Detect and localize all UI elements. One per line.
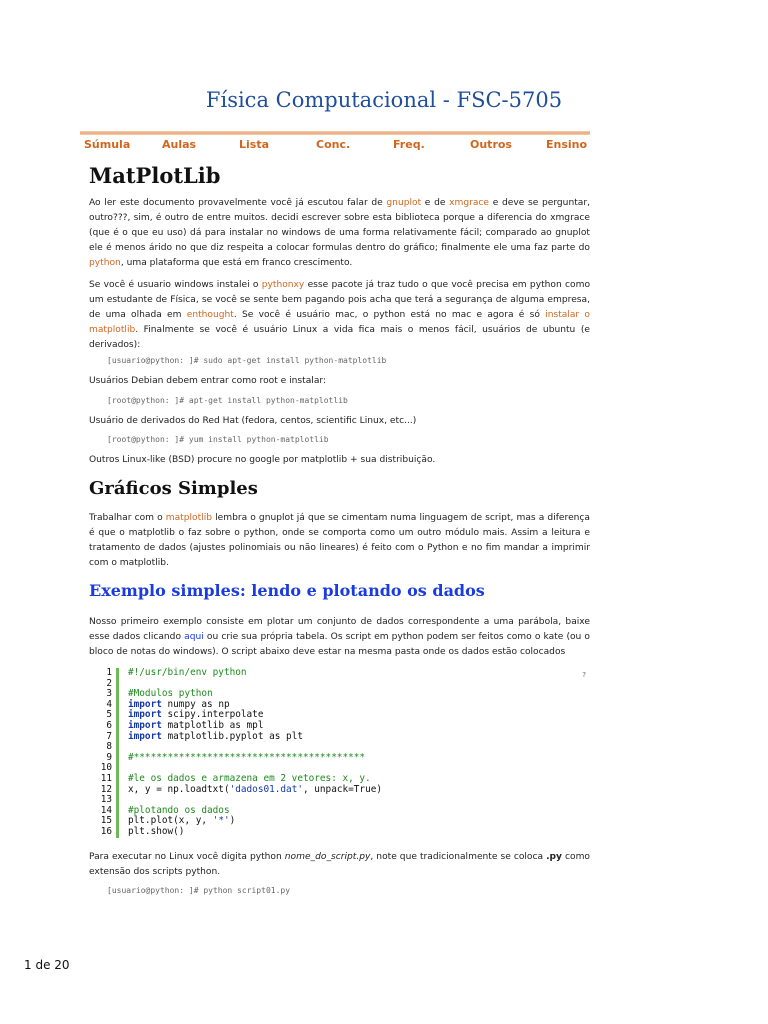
xmgrace-link[interactable]: xmgrace <box>449 198 490 208</box>
code-line-number: 14 <box>100 804 112 816</box>
intro-paragraph <box>89 196 590 271</box>
code-line <box>128 732 382 743</box>
code-token: x, y = np.loadtxt( <box>128 783 230 795</box>
text: Nosso primeiro exemplo consiste em plotar um conjunto de dados correspondente a uma parábola, baixe esse dados clicando <box>89 617 590 642</box>
install-paragraph <box>89 278 590 353</box>
command-run: [usuario@python: ]# python script01.py <box>107 886 291 895</box>
debian-text: Usuários Debian debem entrar como root e instalar: <box>89 376 327 386</box>
page-heading: MatPlotLib <box>89 163 221 188</box>
text: Trabalhar com o <box>89 513 166 523</box>
code-line-number: 16 <box>100 825 112 837</box>
text: Se você é usuario windows instalei o <box>89 280 262 290</box>
code-line-number: 13 <box>100 794 112 806</box>
code-token: #le os dados e armazena em 2 vetores: x, y. <box>128 772 371 784</box>
code-line-number: 10 <box>100 762 112 774</box>
pythonxy-link[interactable]: pythonxy <box>261 280 305 290</box>
section-heading-exemplo: Exemplo simples: lendo e plotando os dados <box>89 581 485 600</box>
gnuplot-link[interactable]: gnuplot <box>386 198 422 208</box>
code-lines <box>128 668 382 838</box>
nav-ensino[interactable]: Ensino <box>546 138 588 151</box>
text: esse pacote já traz tudo o que você precisa em python como um estudante de Física, se você se sente bem pagando pois acha que terá a segurança de alguma empresa, de uma olhada em <box>89 280 591 320</box>
command-redhat: [root@python: ]# yum install python-matplotlib <box>107 435 329 444</box>
text: ou crie sua própria tabela. Os script em python podem ser feitos como o kate (ou o bloco de notas do windows). O script abaixo deve estar na mesma pasta onde os dados estão colocados <box>89 632 590 657</box>
nav-outros[interactable]: Outros <box>470 138 512 151</box>
command-ubuntu: [usuario@python: ]# sudo apt-get install python-matplotlib <box>107 356 387 365</box>
header-divider <box>80 131 590 135</box>
code-token: plt.show() <box>128 825 185 837</box>
code-help-icon[interactable]: ? <box>582 671 586 679</box>
code-token: ) <box>229 815 236 827</box>
matplotlib-link[interactable]: matplotlib <box>165 513 213 523</box>
code-token: numpy as np <box>161 698 230 710</box>
code-token: import <box>128 730 162 742</box>
code-token: scipy.interpolate <box>161 709 264 721</box>
code-line <box>128 753 382 764</box>
text: Ao ler este documento provavelmente você já escutou falar de <box>89 198 387 208</box>
nav-conc[interactable]: Conc. <box>316 138 351 151</box>
code-gutter-bar <box>116 668 119 838</box>
code-line <box>128 668 382 679</box>
nav-freq[interactable]: Freq. <box>393 138 425 151</box>
aqui-link[interactable]: aqui <box>184 632 204 642</box>
code-token: plt.plot(x, y, <box>128 815 213 827</box>
text: e de <box>421 198 450 208</box>
text: Para executar no Linux você digita python <box>89 852 285 862</box>
code-line-number: 2 <box>106 677 112 689</box>
code-line-number: 4 <box>106 698 112 710</box>
nav-sumula[interactable]: Súmula <box>84 138 131 151</box>
code-line-number: 1 <box>106 667 112 678</box>
code-line-number: 15 <box>100 815 112 827</box>
nav-aulas[interactable]: Aulas <box>162 138 197 151</box>
command-debian: [root@python: ]# apt-get install python-matplotlib <box>107 396 348 405</box>
redhat-text: Usuário de derivados do Red Hat (fedora, centos, scientific Linux, etc...) <box>89 416 417 426</box>
code-token: import <box>128 698 162 710</box>
text: , note que tradicionalmente se coloca <box>370 852 547 862</box>
text: e deve se perguntar, outro???, sim, é outro de entre muitos. decidi escrever sobre esta biblioteca porque a diferencia do xmgrace (que é o que eu uso) dá para instalar no windows de uma forma relativamente fácil; comparado ao gnuplot ele é menos árido no que diz respeita a colocar formulas dentro do gráfico; finalmente ele uma faz parte do <box>89 198 590 253</box>
code-token: import <box>128 709 162 721</box>
code-line-number: 6 <box>106 719 112 731</box>
nav-lista[interactable]: Lista <box>239 138 270 151</box>
code-line-number: 11 <box>100 772 112 784</box>
site-title: Física Computacional - FSC-5705 <box>205 88 563 112</box>
code-line <box>128 785 382 796</box>
code-line-number: 7 <box>106 730 112 742</box>
code-token: matplotlib.pyplot as plt <box>161 730 303 742</box>
text: lembra o gnuplot já que se cimentam numa linguagem de script, mas a diferença é que o matplotlib o faz sobre o python, onde se comporta como um outro módulo mais. Assim a leitura e tratamento de dados (ajustes polinomiais ou não lineares) é feito com o Python e no fim mandar a imprimir com o matplotlib. <box>89 513 590 568</box>
section-heading-graficos: Gráficos Simples <box>89 478 258 499</box>
exemplo-paragraph <box>89 615 590 660</box>
install-matplotlib-link[interactable]: instalar o matplotlib <box>89 310 590 335</box>
code-line <box>128 827 382 838</box>
code-line-number: 9 <box>106 751 112 763</box>
text: . Se você é usuário mac, o python está no mac e agora é só <box>233 310 546 320</box>
code-token: , unpack=True) <box>302 783 383 795</box>
page-counter: 1 de 20 <box>24 958 70 972</box>
code-line-numbers <box>90 668 112 838</box>
code-line-number: 5 <box>106 709 112 721</box>
text: . Finalmente se você é usuário Linux a vida fica mais o menos fácil, usuários de ubuntu (e derivados): <box>89 325 590 350</box>
code-token: #***************************************** <box>128 751 366 763</box>
text: como extensão dos scripts python. <box>89 852 590 877</box>
bsd-text: Outros Linux-like (BSD) procure no google por matplotlib + sua distribuição. <box>89 455 436 465</box>
exec-paragraph <box>89 850 590 880</box>
code-token: import <box>128 719 162 731</box>
text: , uma plataforma que está em franco crescimento. <box>120 258 353 268</box>
code-token: 'dados01.dat' <box>229 783 303 795</box>
code-line-number: 3 <box>106 688 112 700</box>
code-token: matplotlib as mpl <box>161 719 264 731</box>
enthought-link[interactable]: enthought <box>186 310 234 320</box>
top-nav <box>80 138 590 154</box>
python-link[interactable]: python <box>89 258 121 268</box>
code-token: #plotando os dados <box>128 804 230 816</box>
code-token: #Modulos python <box>128 688 213 700</box>
code-line-number: 8 <box>106 741 112 753</box>
code-line-number: 12 <box>100 783 112 795</box>
code-token: #!/usr/bin/env python <box>128 667 247 678</box>
code-token: '*' <box>212 815 230 827</box>
extension: .py <box>546 852 562 862</box>
graficos-paragraph <box>89 511 590 571</box>
script-name: nome_do_script.py <box>284 852 371 862</box>
code-block <box>90 668 590 844</box>
